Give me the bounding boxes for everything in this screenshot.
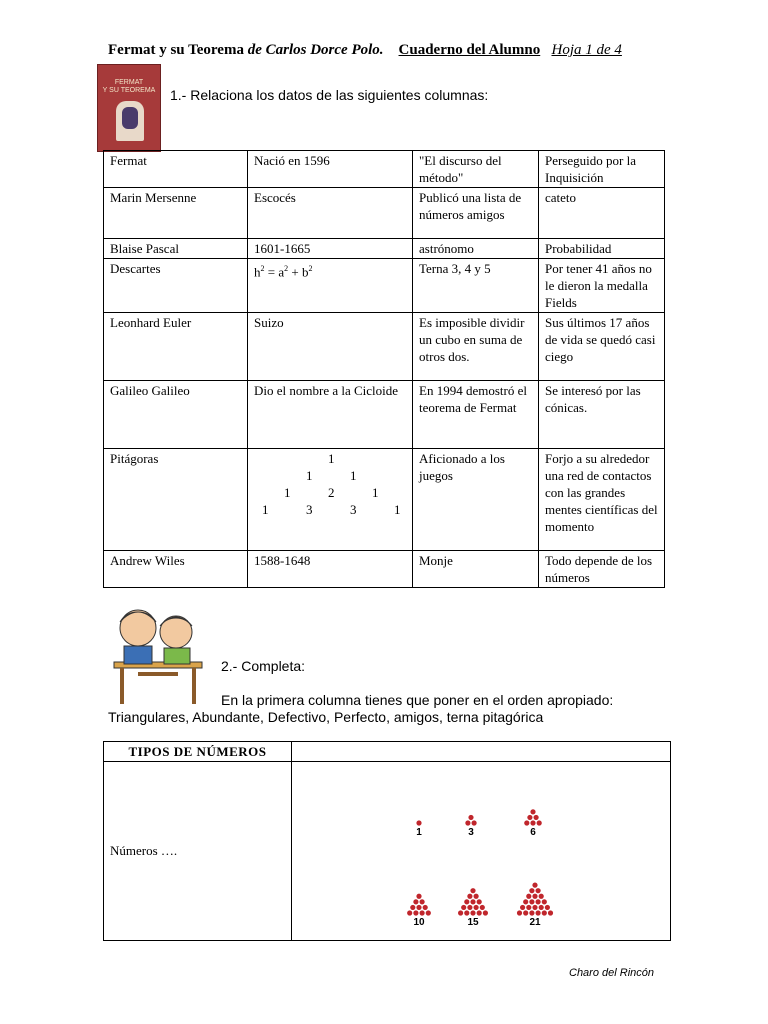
dot — [470, 910, 475, 915]
dot — [474, 905, 479, 910]
exercise2-title: 2.- Completa: — [221, 658, 306, 674]
triangular-number-label: 1 — [416, 827, 422, 838]
book-cover-image — [97, 64, 161, 152]
dot — [529, 910, 534, 915]
header-title: Fermat y su Teorema — [108, 42, 244, 58]
cell-fact-a: 1588-1648 — [248, 551, 413, 588]
dot — [517, 910, 522, 915]
dot — [523, 899, 528, 904]
dot — [523, 910, 528, 915]
cell-fact-c: Se interesó por las cónicas. — [539, 381, 665, 449]
table-row — [104, 151, 665, 188]
dot — [480, 905, 485, 910]
dot — [545, 905, 550, 910]
dot — [536, 888, 541, 893]
cell-fact-b: Monje — [413, 551, 539, 588]
dot — [532, 905, 537, 910]
triangular-number-label: 3 — [468, 827, 474, 838]
matching-table — [103, 150, 665, 588]
dot — [464, 899, 469, 904]
cell-fact-b: Publicó una lista de números amigos — [413, 188, 539, 239]
cell-fact-b: Es imposible dividir un cubo en suma de otros dos. — [413, 313, 539, 381]
cell-fact-a: Suizo — [248, 313, 413, 381]
exercise2-instruction: En la primera columna tienes que poner en el orden apropiado: — [221, 692, 614, 708]
cell-pythagoras-formula: $h^2 = a^2 + b^2$ — [248, 259, 413, 313]
table-row — [104, 259, 665, 313]
pascal-number: 1 — [372, 485, 379, 500]
dot — [530, 809, 535, 814]
header-page: Hoja 1 de 4 — [551, 42, 622, 58]
cell-person: Andrew Wiles — [104, 551, 248, 588]
pascal-number: 1 — [306, 468, 313, 483]
triangular-number-label: 15 — [467, 917, 479, 928]
cell-fact-a: Nació en 1596 — [248, 151, 413, 188]
dot — [426, 910, 431, 915]
number-types-table — [103, 741, 671, 941]
pascal-number: 3 — [350, 502, 357, 517]
dot — [536, 910, 541, 915]
dot — [532, 894, 537, 899]
dot — [536, 899, 541, 904]
dot — [467, 894, 472, 899]
dot — [416, 894, 421, 899]
cell-person: Descartes — [104, 259, 248, 313]
dot — [461, 905, 466, 910]
exercise2-options: Triangulares, Abundante, Defectivo, Perfecto, amigos, terna pitagórica — [108, 709, 544, 725]
dot — [420, 899, 425, 904]
triangular-number-label: 6 — [530, 827, 536, 838]
table-row — [104, 449, 665, 551]
dot — [520, 905, 525, 910]
cell-fact-b: En 1994 demostró el teorema de Fermat — [413, 381, 539, 449]
cell-fact-a: Escocés — [248, 188, 413, 239]
dot — [539, 894, 544, 899]
cell-fact-b: astrónomo — [413, 239, 539, 259]
cell-fact-c: Todo depende de los números — [539, 551, 665, 588]
dot — [472, 820, 477, 825]
pascal-number: 1 — [284, 485, 291, 500]
triangular-dots-figure — [293, 763, 669, 934]
footer-credit: Charo del Rincón — [569, 967, 654, 979]
cell-person: Leonhard Euler — [104, 313, 248, 381]
dot — [468, 815, 473, 820]
pascal-number: 1 — [394, 502, 401, 517]
triangular-figure-cell — [292, 762, 671, 941]
dot — [477, 899, 482, 904]
triangular-number-1 — [416, 820, 422, 838]
dot — [534, 815, 539, 820]
pascal-number: 1 — [328, 451, 335, 466]
dot — [407, 910, 412, 915]
pascal-number: 1 — [350, 468, 357, 483]
pascal-number: 3 — [306, 502, 313, 517]
dot — [413, 899, 418, 904]
pascal-number: 1 — [262, 502, 269, 517]
exercise1-instruction: 1.- Relaciona los datos de las siguientes columnas: — [170, 87, 489, 103]
cell-person: Marin Mersenne — [104, 188, 248, 239]
dot — [465, 820, 470, 825]
dot — [542, 910, 547, 915]
book-cover-title: FERMAT — [114, 79, 144, 86]
dot — [470, 899, 475, 904]
dot — [529, 899, 534, 904]
cell-fact-c: cateto — [539, 188, 665, 239]
dot — [416, 820, 421, 825]
header-author: de Carlos Dorce Polo. — [247, 42, 384, 58]
cell-pascal-triangle — [248, 449, 413, 551]
triangular-number-21 — [517, 883, 553, 929]
triangular-number-10 — [407, 894, 431, 928]
header-notebook: Cuaderno del Alumno — [398, 42, 541, 58]
table-row — [104, 381, 665, 449]
table-row — [104, 551, 665, 588]
dot — [524, 820, 529, 825]
dot — [529, 888, 534, 893]
cell-fact-c: Perseguido por la Inquisición — [539, 151, 665, 188]
number-type-answer-cell[interactable]: Números …. — [104, 762, 292, 941]
cell-fact-a: 1601-1665 — [248, 239, 413, 259]
dot — [537, 820, 542, 825]
table-row — [104, 239, 665, 259]
dot — [526, 894, 531, 899]
dot — [410, 905, 415, 910]
triangular-number-label: 10 — [413, 917, 425, 928]
table-row — [104, 313, 665, 381]
dot — [530, 820, 535, 825]
triangular-number-15 — [458, 888, 488, 928]
cell-fact-c: Probabilidad — [539, 239, 665, 259]
number-types-header: TIPOS DE NÚMEROS — [104, 742, 292, 762]
cell-person: Fermat — [104, 151, 248, 188]
pascal-number: 2 — [328, 485, 335, 500]
cell-person: Blaise Pascal — [104, 239, 248, 259]
cell-fact-c: Por tener 41 años no le dieron la medalla Fields — [539, 259, 665, 313]
triangular-number-label: 21 — [529, 917, 541, 928]
dot — [458, 910, 463, 915]
cell-fact-b: Terna 3, 4 y 5 — [413, 259, 539, 313]
dot — [467, 905, 472, 910]
triangular-number-6 — [524, 809, 542, 838]
dot — [527, 815, 532, 820]
dot — [548, 910, 553, 915]
number-types-header-blank — [292, 742, 671, 762]
dot — [477, 910, 482, 915]
cell-fact-b: "El discurso del método" — [413, 151, 539, 188]
dot — [416, 905, 421, 910]
dot — [539, 905, 544, 910]
dot — [532, 883, 537, 888]
cell-fact-c: Sus últimos 17 años de vida se quedó casi ciego — [539, 313, 665, 381]
students-illustration — [108, 598, 208, 708]
cell-person: Galileo Galileo — [104, 381, 248, 449]
cell-fact-a: Dio el nombre a la Cicloide — [248, 381, 413, 449]
dot — [474, 894, 479, 899]
dot — [526, 905, 531, 910]
table-row — [104, 188, 665, 239]
dot — [420, 910, 425, 915]
dot — [413, 910, 418, 915]
cell-fact-c: Forjo a su alrededor una red de contactos con las grandes mentes científicas del momento — [539, 449, 665, 551]
dot — [483, 910, 488, 915]
page-header — [108, 42, 622, 59]
book-cover-subtitle: Y SU TEOREMA — [102, 87, 156, 94]
dot — [423, 905, 428, 910]
triangular-number-3 — [465, 815, 476, 838]
dot — [470, 888, 475, 893]
cell-fact-b: Aficionado a los juegos — [413, 449, 539, 551]
dot — [464, 910, 469, 915]
cell-person: Pitágoras — [104, 449, 248, 551]
dot — [542, 899, 547, 904]
